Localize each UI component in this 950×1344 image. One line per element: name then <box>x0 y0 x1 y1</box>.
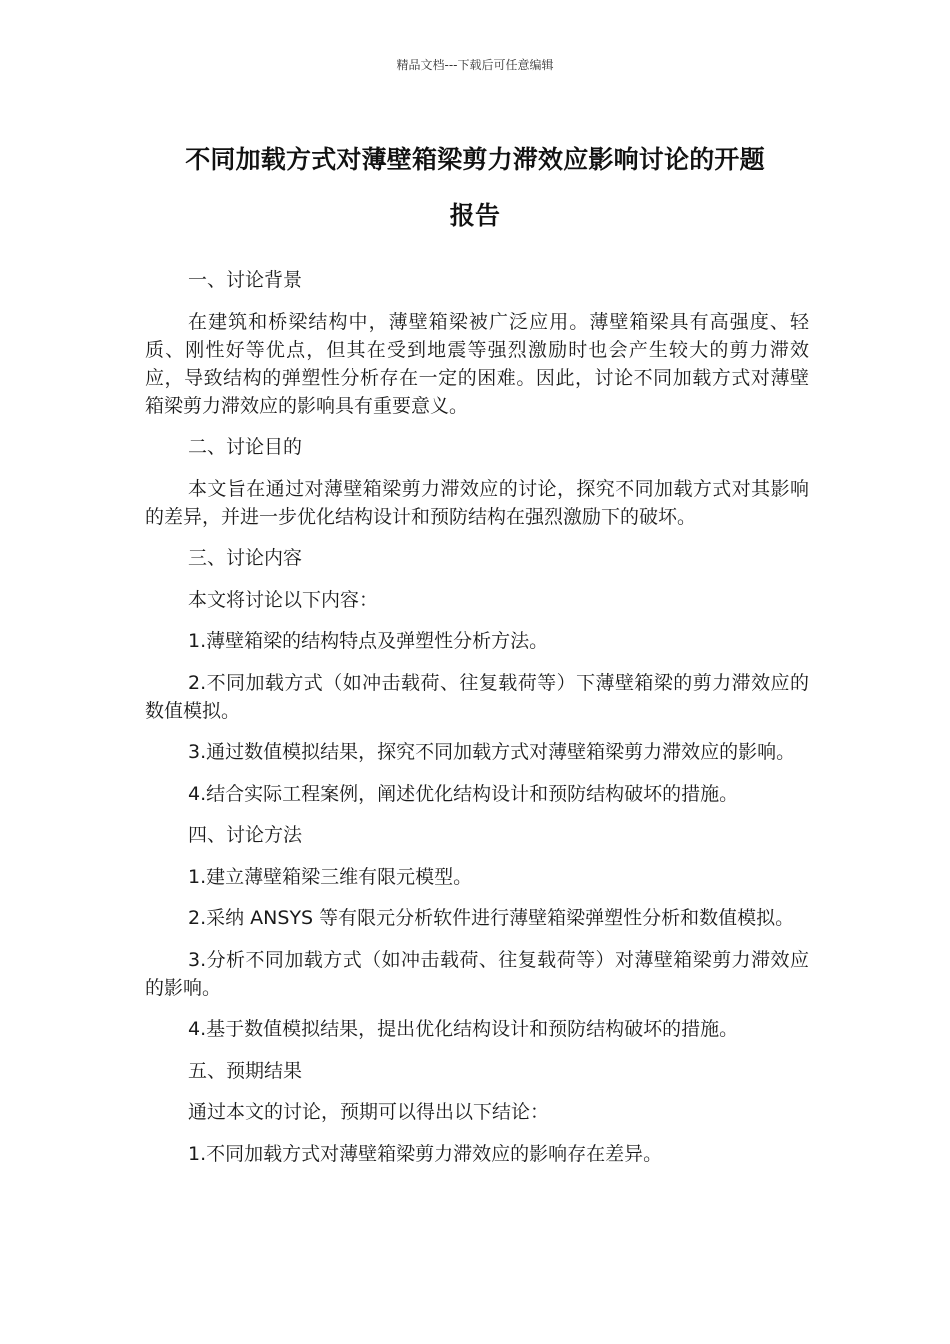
list-item-method-2: 2.采纳 ANSYS 等有限元分析软件进行薄壁箱梁弹塑性分析和数值模拟。 <box>188 907 795 929</box>
paragraph-background: 在建筑和桥梁结构中，薄壁箱梁被广泛应用。薄壁箱梁具有高强度、轻质、刚性好等优点，但其在受到地震等强烈激励时也会产生较大的剪力滞效应，导致结构的弹塑性分析存在一定的困难。因此，讨论不同加载方式对薄壁箱梁剪力滞效应的影响具有重要意义。 <box>145 310 809 417</box>
list-item-content-2: 2.不同加载方式（如冲击载荷、往复载荷等）下薄壁箱梁的剪力滞效应的数值模拟。 <box>145 671 809 722</box>
section-heading-background: 一、讨论背景 <box>188 269 303 291</box>
section-heading-content: 三、讨论内容 <box>188 547 303 569</box>
title-line-2: 报告 <box>449 201 501 230</box>
document-title <box>140 132 810 244</box>
title-line-1: 不同加载方式对薄壁箱梁剪力滞效应影响讨论的开题 <box>185 145 765 174</box>
paragraph-purpose: 本文旨在通过对薄壁箱梁剪力滞效应的讨论，探究不同加载方式对其影响的差异，并进一步优化结构设计和预防结构在强烈激励下的破坏。 <box>145 477 809 528</box>
list-item-method-1: 1.建立薄壁箱梁三维有限元模型。 <box>188 865 473 888</box>
section-heading-expected: 五、预期结果 <box>188 1059 303 1082</box>
list-item-expected-1: 1.不同加载方式对薄壁箱梁剪力滞效应的影响存在差异。 <box>188 1142 663 1165</box>
section-heading-purpose: 二、讨论目的 <box>188 436 303 458</box>
header-note: 精品文档---下载后可任意编辑 <box>396 58 554 72</box>
list-item-method-3: 3.分析不同加载方式（如冲击载荷、往复载荷等）对薄壁箱梁剪力滞效应的影响。 <box>145 948 809 999</box>
section-heading-method: 四、讨论方法 <box>188 824 303 846</box>
paragraph-content-intro: 本文将讨论以下内容： <box>188 588 379 611</box>
list-item-method-4: 4.基于数值模拟结果，提出优化结构设计和预防结构破坏的措施。 <box>188 1018 739 1040</box>
list-item-content-4: 4.结合实际工程案例，阐述优化结构设计和预防结构破坏的措施。 <box>188 782 739 805</box>
list-item-content-3: 3.通过数值模拟结果，探究不同加载方式对薄壁箱梁剪力滞效应的影响。 <box>188 741 796 763</box>
document-body <box>145 266 809 1181</box>
paragraph-expected-intro: 通过本文的讨论，预期可以得出以下结论： <box>188 1101 550 1123</box>
list-item-content-1: 1.薄壁箱梁的结构特点及弹塑性分析方法。 <box>188 630 549 652</box>
